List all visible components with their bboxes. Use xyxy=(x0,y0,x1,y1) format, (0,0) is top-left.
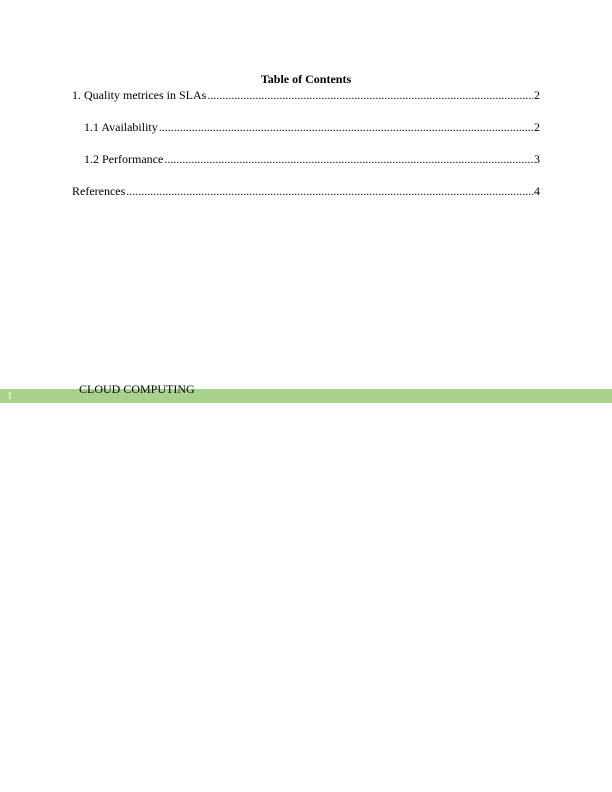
toc-entry-label: 1. Quality metrices in SLAs xyxy=(72,88,207,102)
header-page-number: 1 xyxy=(7,390,13,402)
toc-dot-leader xyxy=(126,184,533,198)
toc-title: Table of Contents xyxy=(260,72,352,86)
toc-entry-page-number: 3 xyxy=(534,152,540,166)
toc-entry-quality-metrics[interactable] xyxy=(72,88,540,102)
toc-entry-label: 1.2 Performance xyxy=(84,152,164,166)
toc-entry-page-number: 2 xyxy=(534,120,540,134)
toc-entry-page-number: 2 xyxy=(534,88,540,102)
toc-dot-leader xyxy=(164,152,533,166)
toc-entry-page-number: 4 xyxy=(534,184,540,198)
toc-dot-leader xyxy=(159,120,533,134)
toc-dot-leader xyxy=(207,88,533,102)
toc-entry-availability[interactable] xyxy=(84,120,540,134)
toc-entry-references[interactable] xyxy=(72,184,540,198)
toc-entry-performance[interactable] xyxy=(84,152,540,166)
toc-entry-label: 1.1 Availability xyxy=(84,120,158,134)
header-title: CLOUD COMPUTING xyxy=(79,382,195,396)
toc-entry-label: References xyxy=(72,184,126,198)
